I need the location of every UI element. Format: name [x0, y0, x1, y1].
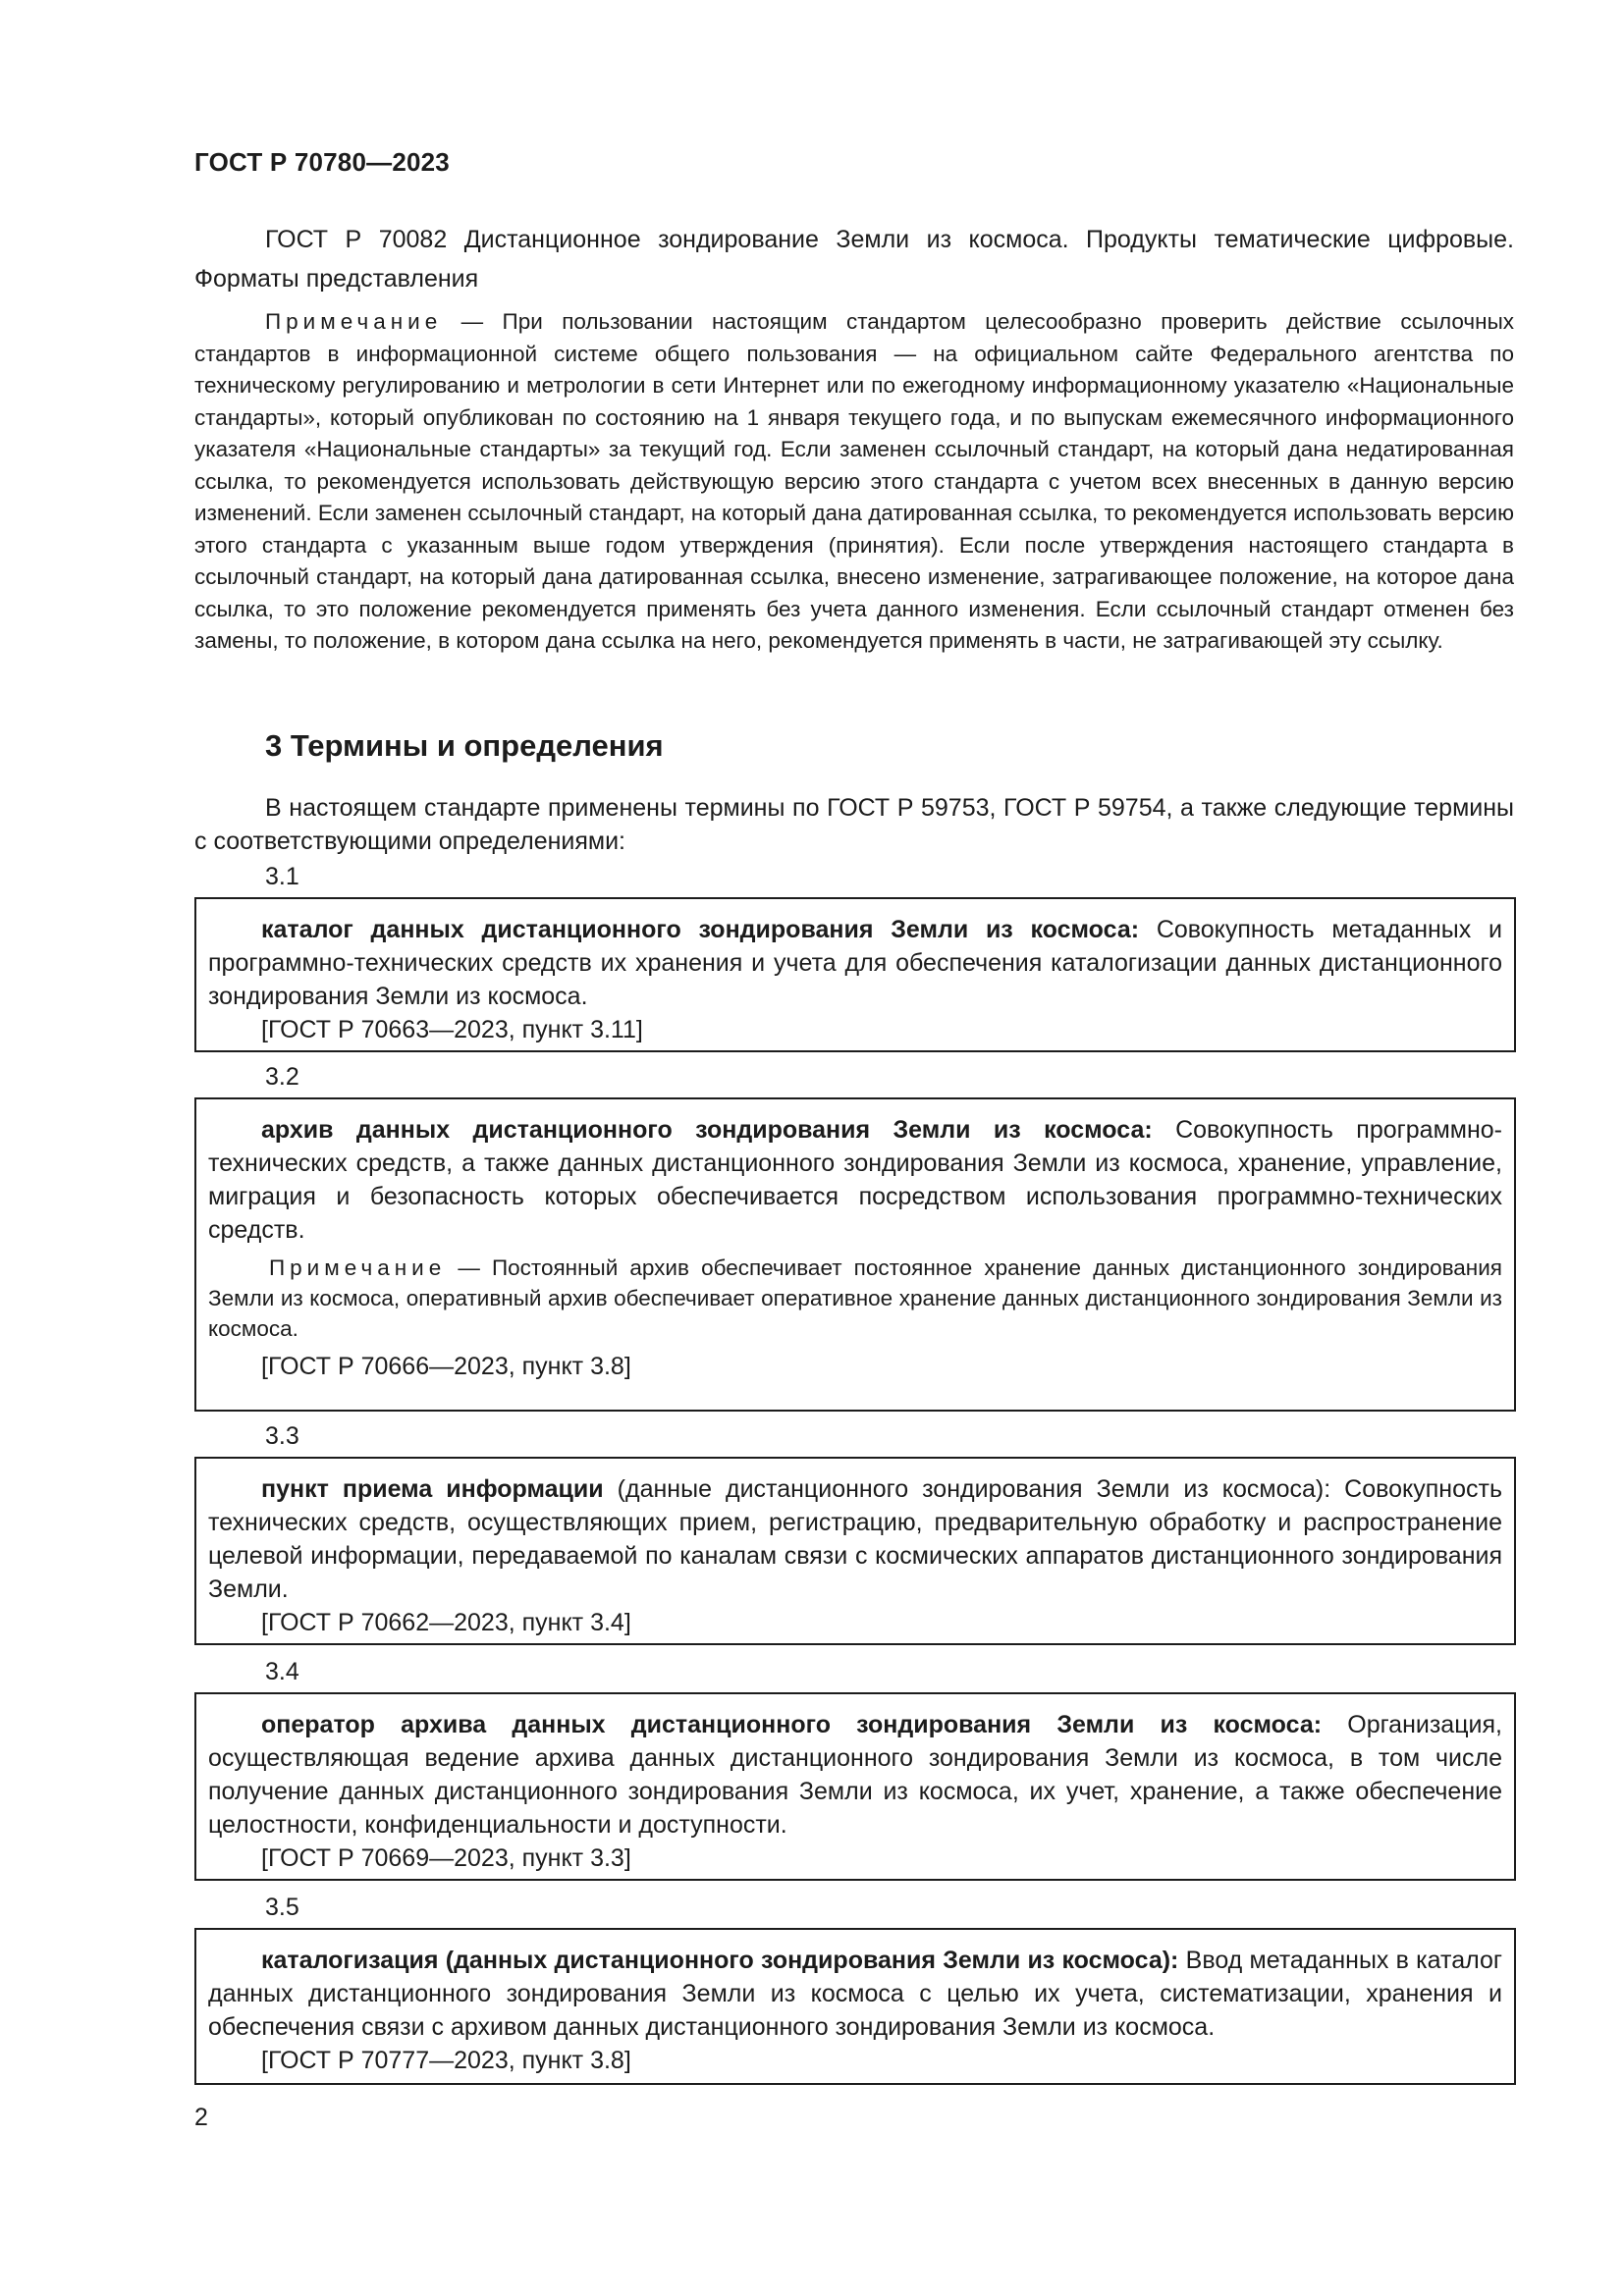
term-name: пункт приема информации: [261, 1475, 604, 1503]
term-name: каталог данных дистанционного зондирования Земли из космоса:: [261, 916, 1140, 943]
term-box: [194, 1457, 1516, 1645]
term-definition: [208, 913, 1502, 1013]
term-box: [194, 1692, 1516, 1881]
term-definition-text: Ввод метаданных в каталог данных дистанционного зондирования Земли из космоса с целью их учета, систематизации, хранения и обеспечения связи с архивом данных дистанционного зондирования Земли из космоса.: [208, 1947, 1502, 2041]
term-note-label: Примечание: [269, 1255, 447, 1280]
term-number: 3.3: [265, 1422, 299, 1450]
term-note-text: — Постоянный архив обеспечивает постоянное хранение данных дистанционного зондирования Земли из космоса, оперативный архив обеспечивает оперативное хранение данных дистанционного зондирования Земли из космоса.: [208, 1255, 1502, 1341]
normative-references-note: [194, 306, 1514, 658]
term-source: [ГОСТ Р 70662—2023, пункт 3.4]: [261, 1609, 631, 1636]
term-name: архив данных дистанционного зондирования Земли из космоса:: [261, 1116, 1153, 1144]
term-definition-text: (данные дистанционного зондирования Земли из космоса): Совокупность технических средств, осуществляющих прием, регистрацию, предварительную обработку и распространение целевой информации, передаваемой по каналам связи с космических аппаратов дистанционного зондирования Земли.: [208, 1475, 1502, 1603]
term-source: [ГОСТ Р 70663—2023, пункт 3.11]: [261, 1016, 643, 1043]
section-intro: В настоящем стандарте применены термины по ГОСТ Р 59753, ГОСТ Р 59754, а также следующие термины с соответствующими определениями:: [194, 794, 1514, 855]
term-number: 3.1: [265, 863, 299, 890]
document-header: ГОСТ Р 70780—2023: [194, 147, 450, 177]
term-definition: [208, 1113, 1502, 1247]
term-name: каталогизация (данных дистанционного зондирования Земли из космоса):: [261, 1947, 1179, 1974]
term-number: 3.2: [265, 1063, 299, 1091]
normative-reference-entry: ГОСТ Р 70082 Дистанционное зондирование Земли из космоса. Продукты тематические цифровые. Форматы представления: [194, 226, 1514, 293]
term-source: [ГОСТ Р 70777—2023, пункт 3.8]: [261, 2047, 631, 2074]
term-name: оператор архива данных дистанционного зондирования Земли из космоса:: [261, 1711, 1323, 1738]
term-source: [ГОСТ Р 70669—2023, пункт 3.3]: [261, 1844, 631, 1872]
note-label: Примечание: [265, 309, 443, 334]
note-text: — При пользовании настоящим стандартом целесообразно проверить действие ссылочных стандартов в информационной системе общего пользования — на официальном сайте Федерального агентства по техническому регулированию и метрологии в сети Интернет или по ежегодному информационному указателю «Национальные стандарты», который опубликован по состоянию на 1 января текущего года, и по выпускам ежемесячного информационного указателя «Национальные стандарты» за текущий год. Если заменен ссылочный стандарт, на который дана недатированная ссылка, то рекомендуется использовать действующую версию этого стандарта с учетом всех внесенных в данную версию изменений. Если заменен ссылочный стандарт, на который дана датированная ссылка, то рекомендуется использовать версию этого стандарта с указанным выше годом утверждения (принятия). Если после утверждения настоящего стандарта в ссылочный стандарт, на который дана датированная ссылка, внесено изменение, затрагивающее положение, на которое дана ссылка, то это положение рекомендуется применять без учета данного изменения. Если ссылочный стандарт отменен без замены, то положение, в котором дана ссылка на него, рекомендуется применять в части, не затрагивающей эту ссылку.: [194, 309, 1514, 653]
section-title: 3 Термины и определения: [265, 728, 664, 763]
term-box: [194, 1928, 1516, 2085]
term-number: 3.5: [265, 1894, 299, 1921]
term-source: [ГОСТ Р 70666—2023, пункт 3.8]: [261, 1353, 631, 1380]
term-definition-text: Совокупность метаданных и программно-технических средств их хранения и учета для обеспечения каталогизации данных дистанционного зондирования Земли из космоса.: [208, 916, 1502, 1010]
term-definition: [208, 1708, 1502, 1842]
term-definition-text: Организация, осуществляющая ведение архива данных дистанционного зондирования Земли из космоса, в том числе получение данных дистанционного зондирования Земли из космоса, их учет, хранение, а также обеспечение целостности, конфиденциальности и доступности.: [208, 1711, 1502, 1839]
term-definition: [208, 1472, 1502, 1606]
term-box: [194, 897, 1516, 1052]
term-note: [208, 1253, 1502, 1344]
term-box: [194, 1097, 1516, 1412]
term-number: 3.4: [265, 1658, 299, 1685]
page-number: 2: [194, 2104, 208, 2131]
term-definition-text: Совокупность программно-технических средств, а также данных дистанционного зондирования Земли из космоса, хранение, управление, миграция и безопасность которых обеспечивается посредством использования программно-технических средств.: [208, 1116, 1502, 1244]
term-definition: [208, 1944, 1502, 2044]
